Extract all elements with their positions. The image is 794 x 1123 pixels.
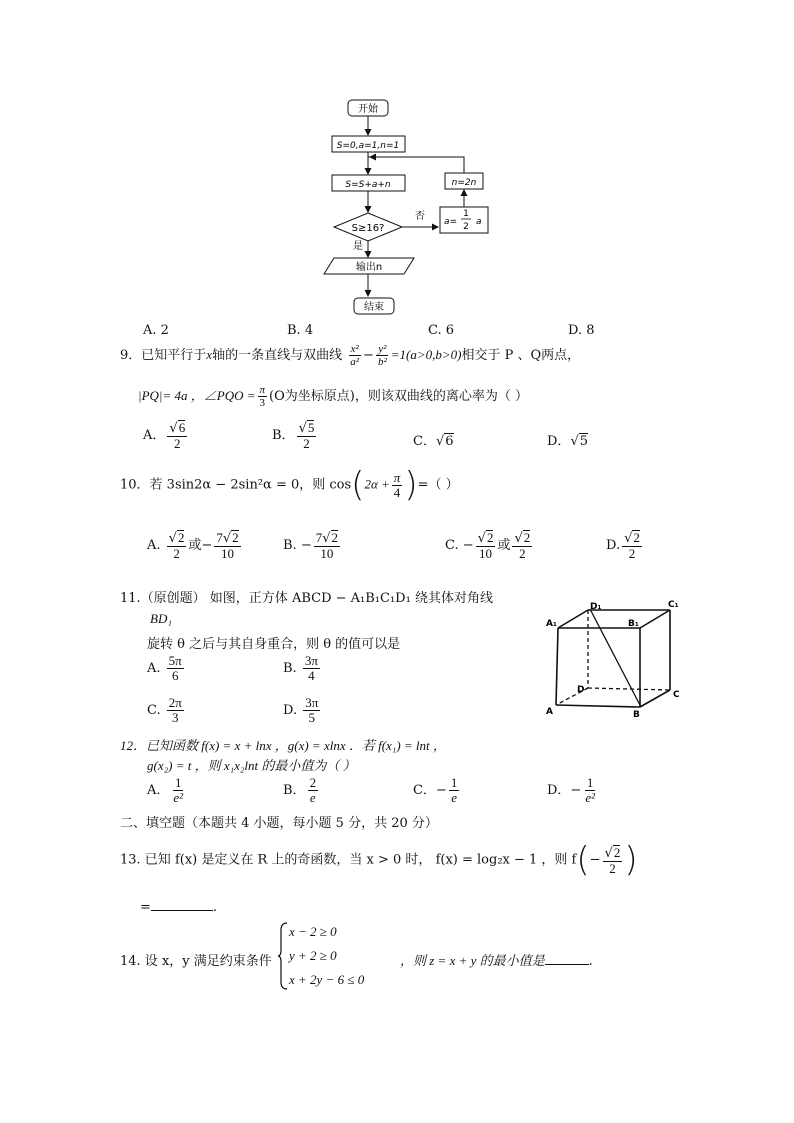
q14-brace xyxy=(278,922,288,990)
section-fill-in-heading: 二、填空题（本题共 4 小题，每小题 5 分，共 20 分） xyxy=(120,816,438,831)
q11-option-c: C. $\frac{2\pi}{3}$ xyxy=(147,695,182,725)
q13-answer-blank[interactable] xyxy=(151,898,213,911)
q8-option-b: B. 4 xyxy=(287,323,314,338)
q11-option-b: B. $\frac{3\pi}{4}$ xyxy=(283,653,318,683)
q14-prefix: 14. 设 x，y 满足约束条件 xyxy=(120,954,272,969)
q9-option-a: A． $\frac{√6}{2}$ xyxy=(143,420,186,451)
q9-suffix: 相交于 P 、Q两点， xyxy=(461,348,581,363)
flow-condition-label: S≥16? xyxy=(351,223,385,234)
q11-line1: 11.（原创题） 如图，正方体 ABCD − A₁B₁C₁D₁ 绕其体对角线 xyxy=(120,591,493,606)
flow-output-label: 输出n xyxy=(355,262,383,273)
q11-line2: BD₁ xyxy=(150,611,172,626)
q10-option-c: C. − $\frac{√2}{10}$ 或 $\frac{√2}{2}$ xyxy=(445,530,531,561)
q12-line2: g(x₂) = t ，则 x₁x₂lnt 的最小值为（ ） xyxy=(147,758,356,773)
flowchart xyxy=(320,95,510,320)
flow-init-label: S=0,a=1,n=1 xyxy=(336,141,400,151)
q9-line2-b: (O为坐标原点)，则该双曲线的离心率为（ ） xyxy=(269,389,528,404)
flow-a-update-suffix: a xyxy=(476,217,482,227)
flow-a-update-num: 1 xyxy=(463,209,469,219)
flow-a-update-den: 2 xyxy=(463,222,469,232)
q10-stem: 10．若 3sin2α − 2sin²α = 0，则 cos(2α + $\frac{\pi}{4}$ )=（ ） xyxy=(120,465,459,505)
q9-hyp-x-frac: $\frac{\text{x²}}{\text{a²}}$ xyxy=(350,343,360,368)
q9-x: x xyxy=(206,347,213,362)
q8-option-a: A. 2 xyxy=(143,323,169,338)
q9-hyp-y-frac: $\frac{\text{y²}}{\text{b²}}$ xyxy=(377,343,387,368)
q10-option-a: A. $\frac{√2}{2}$ 或− $\frac{7√2}{10}$ xyxy=(147,530,239,561)
flow-start-label: 开始 xyxy=(358,104,378,115)
q12-option-b: B． $\frac{2}{e}$ xyxy=(283,775,317,805)
q12-line1: 12．已知函数 f(x) = x + lnx ，g(x) = xlnx ．若 f(x₁) = lnt ， xyxy=(120,738,446,753)
cube-label-c1: C₁ xyxy=(668,600,679,610)
q11-line3: 旋转 θ 之后与其自身重合，则 θ 的值可以是 xyxy=(147,637,401,652)
q8-option-d: D. 8 xyxy=(568,323,595,338)
flow-n-update-label: n=2n xyxy=(451,178,477,188)
q13-stem: 13. 已知 f(x) 是定义在 R 上的奇函数，当 x > 0 时， f(x) = log₂x − 1 ，则 f(− $\frac{√2}{2}$ ) xyxy=(120,840,638,880)
q13-answer: = . xyxy=(140,900,218,915)
q9-mid: 轴的一条直线与双曲线 xyxy=(212,348,343,363)
q9-line2 xyxy=(138,384,528,409)
cube-label-d1: D₁ xyxy=(590,602,602,612)
q9-option-b: B． $\frac{√5}{2}$ xyxy=(272,420,315,451)
q10-option-b: B. − $\frac{7√2}{10}$ xyxy=(283,530,339,561)
q12-option-d: D．− $\frac{1}{\text{e²}}$ xyxy=(547,775,595,805)
q11-option-d: D. $\frac{3\pi}{5}$ xyxy=(283,695,319,725)
cube-label-d: D xyxy=(577,685,585,695)
q14-suffix: ，则 z = x + y 的最小值是 . xyxy=(400,953,593,969)
cube-label-b: B xyxy=(633,710,640,720)
q14-constraint-1: x − 2 ≥ 0 xyxy=(289,924,337,939)
flow-no-label: 否 xyxy=(415,211,425,222)
q9-line1: 9．已知平行于x轴的一条直线与双曲线 $\frac{\text{x²}}{\text{a²}}$ − $\frac{\text{y²}}{\text{b²}}$ =1(a>0,b>0)相交于 P 、Q两点， xyxy=(120,343,581,368)
q9-prefix: 9．已知平行于 xyxy=(120,348,207,363)
q12-option-a: A． $\frac{1}{\text{e²}}$ xyxy=(147,775,184,805)
flow-update-s-label: S=S+a+n xyxy=(345,180,391,190)
q9-option-c: C．√6 xyxy=(413,434,454,449)
q14-answer-blank[interactable] xyxy=(545,952,589,965)
q14-constraint-2: y + 2 ≥ 0 xyxy=(289,948,337,963)
cube-label-a1: A₁ xyxy=(546,619,557,629)
flow-a-update-prefix: a= xyxy=(444,217,458,227)
q8-option-c: C. 6 xyxy=(428,323,455,338)
q11-option-a: A. $\frac{5\pi}{6}$ xyxy=(147,653,182,683)
q9-angle-frac: $\frac{\pi}{3}$ xyxy=(259,384,266,409)
flow-yes-label: 是 xyxy=(353,241,363,252)
cube-label-b1: B₁ xyxy=(628,619,639,629)
q9-hyp-cond: =1(a>0,b>0) xyxy=(390,347,462,362)
cube-diagram xyxy=(540,595,690,720)
q12-option-c: C．− $\frac{1}{e}$ xyxy=(413,775,458,805)
cube-label-a: A xyxy=(546,707,553,717)
flow-end-label: 结束 xyxy=(364,302,384,313)
q9-option-d: D．√5 xyxy=(547,434,589,449)
cube-label-c: C xyxy=(673,690,680,700)
q10-option-d: D. $\frac{√2}{2}$ xyxy=(606,530,640,561)
q9-line2-a: |PQ|= 4a ，∠PQO = xyxy=(138,388,256,403)
q14-constraint-3: x + 2y − 6 ≤ 0 xyxy=(289,972,365,987)
